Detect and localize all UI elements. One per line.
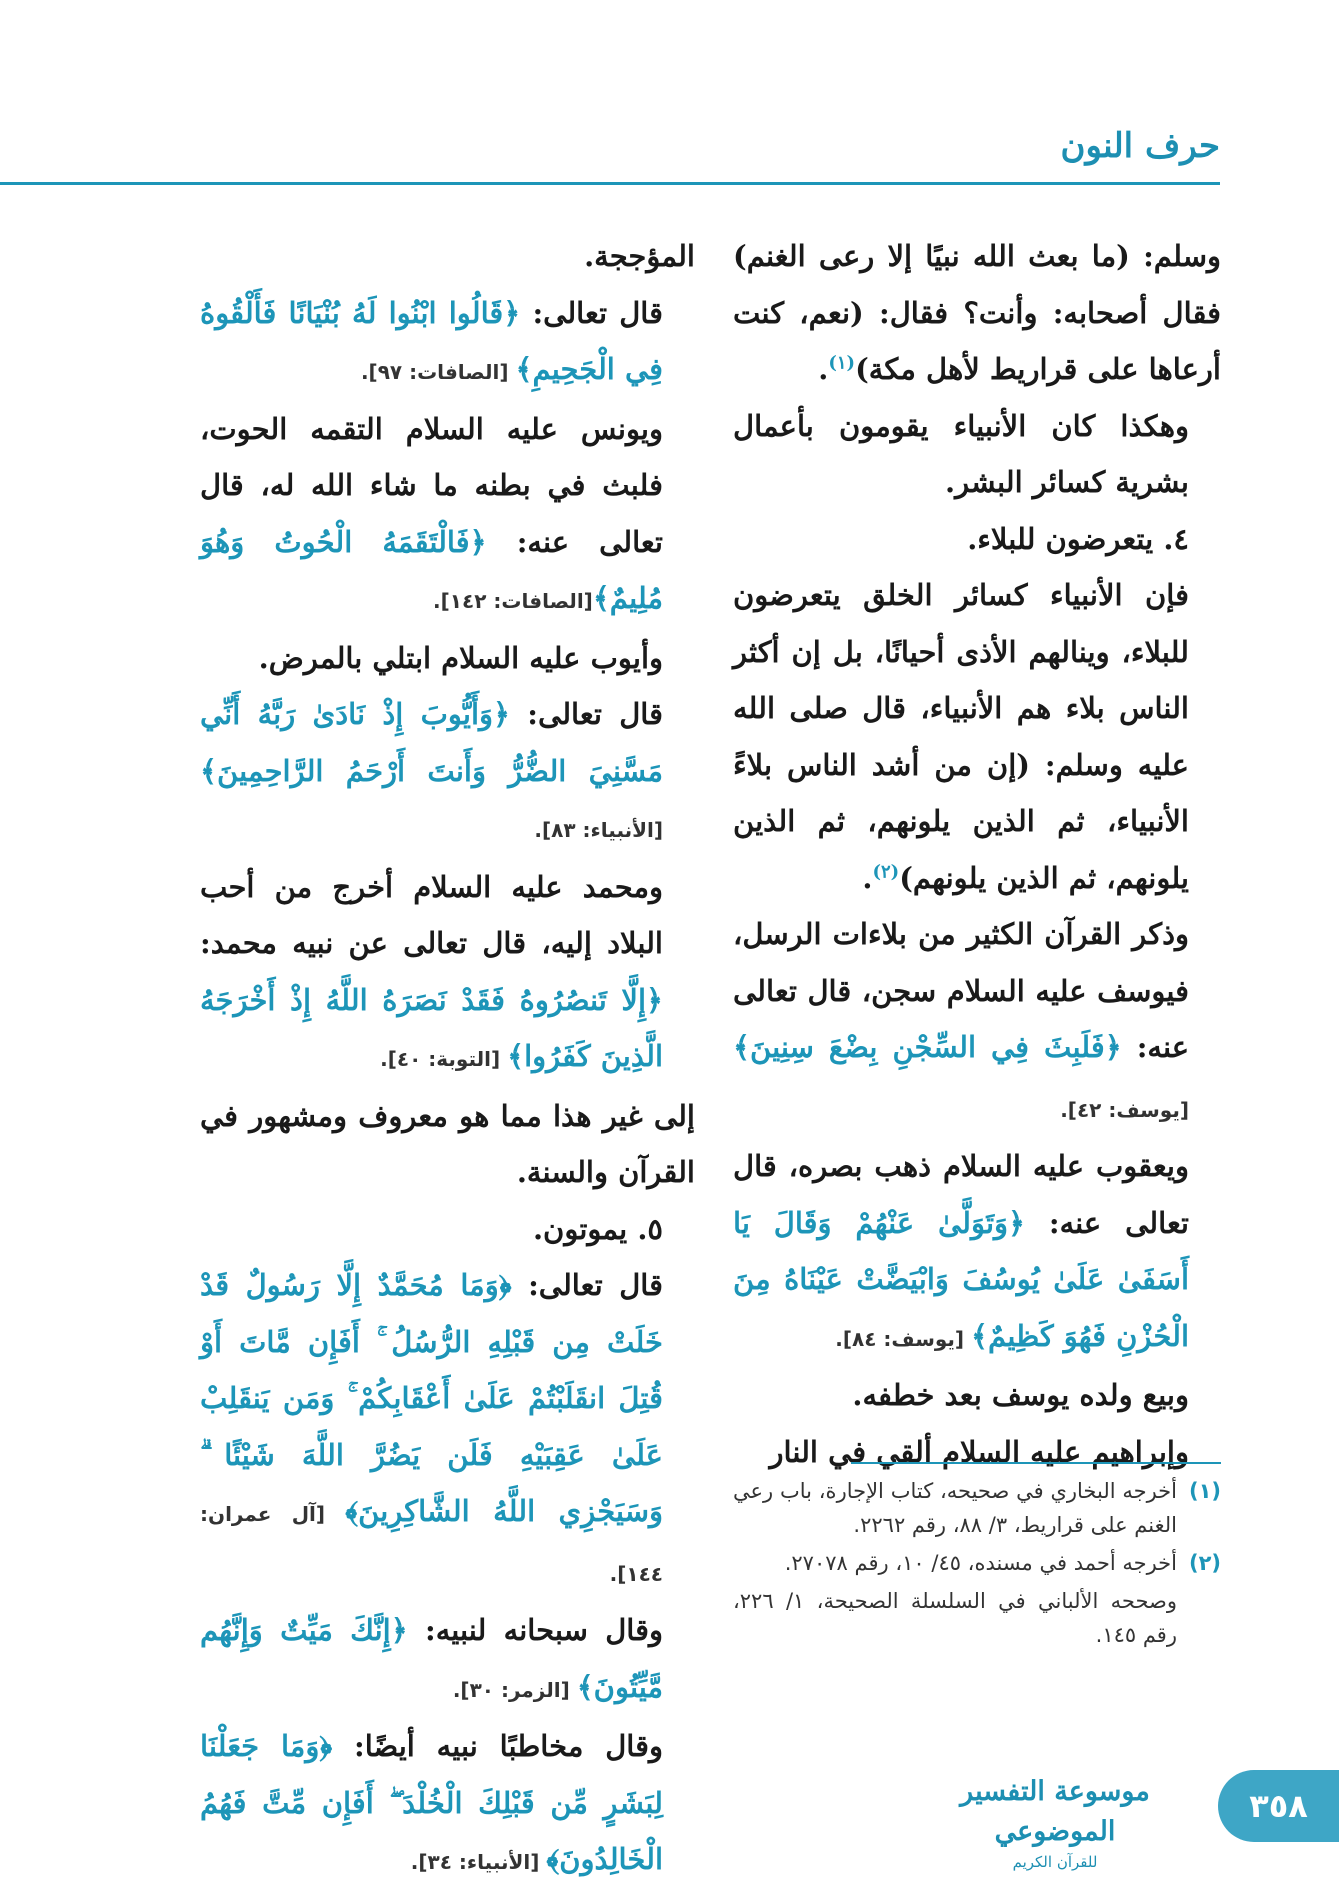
footnote-marker-2[interactable]: (٢): [872, 860, 900, 882]
paragraph-ibrahim: وإبراهيم عليه السلام ألقي في النار: [769, 1434, 1189, 1469]
paragraph-ibrahim-verse: [200, 285, 695, 401]
paragraph-yaqub: [733, 1138, 1221, 1367]
paragraph-tail: .: [862, 860, 873, 895]
paragraph-text: قال تعالى:: [510, 697, 663, 731]
left-column: [200, 228, 695, 1891]
quran-verse: ﴿وَأَيُّوبَ إِذْ نَادَىٰ رَبَّهُ أَنِّي مَسَّنِيَ الضُّرُّ وَأَنتَ أَرْحَمُ الرَّاحِمِينَ﴾: [200, 697, 663, 788]
quran-verse: ﴿إِنَّكَ مَيِّتٌ وَإِنَّهُم مَّيِّتُونَ﴾: [200, 1613, 663, 1704]
verse-reference: [يوسف: ٨٤].: [835, 1326, 972, 1351]
quran-verse: ﴿قَالُوا ابْنُوا لَهُ بُنْيَانًا فَأَلْقُوهُ فِي الْجَحِيمِ﴾: [200, 295, 663, 386]
hadith-text: (إن من أشد الناس بلاءً الأنبياء، ثم الذين يلونهم، ثم الذين يلونهم، ثم الذين يلونهم): [733, 747, 1189, 895]
quran-verse: ﴿فَالْتَقَمَهُ الْحُوتُ وَهُوَ مُلِيمٌ﴾: [200, 524, 663, 615]
page-number-tab: ٣٥٨: [1218, 1770, 1339, 1842]
paragraph-lead: وسلم:: [1129, 239, 1221, 273]
book-logo: [920, 1772, 1190, 1871]
footnote-divider: [851, 1462, 1221, 1464]
footnote-number: (١): [1188, 1479, 1221, 1503]
footnotes: [733, 1474, 1221, 1652]
section-heading-5: ٥. يموتون.: [532, 1211, 663, 1246]
paragraph-text: قال تعالى:: [511, 1268, 663, 1302]
verse-reference: [الأنبياء: ٨٣].: [534, 818, 663, 842]
paragraph-yusuf-prison: [733, 906, 1221, 1138]
footnote-marker-1[interactable]: (١): [828, 352, 856, 374]
paragraph-tail: .: [818, 352, 829, 386]
quran-verse: ﴿وَمَا مُحَمَّدٌ إِلَّا رَسُولٌ قَدْ خَلَتْ مِن قَبْلِهِ الرُّسُلُ ۚ أَفَإِن مَّاتَ أَوْ قُتِلَ انقَلَبْتُمْ عَلَىٰ أَعْقَابِكُمْ ۚ وَمَن يَنقَلِبْ عَلَىٰ عَقِبَيْهِ فَلَن يَضُرَّ اللَّهَ شَيْئًا ۗ وَسَيَجْزِي اللَّهُ الشَّاكِرِينَ﴾: [200, 1268, 663, 1528]
footnote-2-extra: وصححه الألباني في السلسلة الصحيحة، ١/ ٢٢٦، رقم ١٤٥.: [733, 1589, 1177, 1647]
verse-reference: [الصافات: ١٤٢].: [433, 589, 593, 613]
logo-title: موسوعة التفسير الموضوعي: [960, 1776, 1150, 1847]
chapter-title: حرف النون: [1060, 126, 1220, 166]
paragraph-continuation: المؤججة.: [584, 239, 695, 273]
paragraph-text: فإن الأنبياء كسائر الخلق يتعرضون للبلاء، وينالهم الأذى أحيانًا، بل إن أكثر الناس بلاء هم الأنبياء، قال صلى الله عليه وسلم:: [733, 578, 1189, 782]
page-header: [0, 120, 1220, 185]
paragraph-anbiya: [200, 1718, 695, 1891]
paragraph-trials: [733, 567, 1221, 906]
quran-verse: ﴿فَلَبِثَ فِي السِّجْنِ بِضْعَ سِنِينَ﴾: [733, 1030, 1122, 1064]
verse-reference: [الصافات: ٩٧].: [360, 360, 516, 384]
paragraph-text: وقال سبحانه لنبيه:: [407, 1613, 663, 1647]
paragraph-text: قال تعالى:: [520, 295, 663, 330]
paragraph-text: ومحمد عليه السلام أخرج من أحب البلاد إليه، قال تعالى عن نبيه محمد:: [200, 869, 663, 960]
quran-verse: ﴿وَمَا جَعَلْنَا لِبَشَرٍ مِّن قَبْلِكَ الْخُلْدَ ۖ أَفَإِن مِّتَّ فَهُمُ الْخَالِدُونَ﴾: [200, 1729, 663, 1876]
right-column: [733, 228, 1221, 1480]
footnote-text: أخرجه أحمد في مسنده، ٤٥/ ١٠، رقم ٢٧٠٧٨.: [784, 1551, 1177, 1575]
verse-reference: [الزمر: ٣٠].: [452, 1677, 577, 1702]
paragraph-yusuf-sold: وبيع ولده يوسف بعد خطفه.: [852, 1378, 1189, 1412]
verse-reference: [التوبة: ٤٠].: [380, 1047, 508, 1071]
verse-reference: [يوسف: ٤٢].: [1060, 1097, 1189, 1122]
paragraph-text: ويعقوب عليه السلام ذهب بصره، قال تعالى عنه:: [733, 1149, 1190, 1240]
logo-subtitle: للقرآن الكريم: [1012, 1853, 1098, 1871]
footnote-text: أخرجه البخاري في صحيحه، كتاب الإجارة، باب رعي الغنم على قراريط، ٣/ ٨٨، رقم ٢٢٦٢.: [733, 1479, 1177, 1537]
paragraph-summary: إلى غير هذا مما هو معروف ومشهور في القرآن والسنة.: [200, 1098, 695, 1189]
paragraph-text: ويونس عليه السلام التقمه الحوت، فلبث في بطنه ما شاء الله له، قال تعالى عنه:: [200, 411, 663, 559]
paragraph-yunus: [200, 401, 695, 630]
paragraph-muhammad: [200, 859, 695, 1088]
footnote-1: [733, 1474, 1221, 1542]
paragraph-ayyub: وأيوب عليه السلام ابتلي بالمرض.: [258, 640, 663, 675]
paragraph-ayyub-verse: [200, 686, 695, 859]
paragraph-death-verse: [200, 1257, 695, 1602]
hadith-paragraph-1: [733, 228, 1221, 398]
quran-verse: ﴿وَتَوَلَّىٰ عَنْهُمْ وَقَالَ يَا أَسَفَىٰ عَلَىٰ يُوسُفَ وَابْيَضَّتْ عَيْنَاهُ مِنَ الْحُزْنِ فَهُوَ كَظِيمٌ﴾: [733, 1205, 1189, 1353]
verse-reference: [الأنبياء: ٣٤].: [410, 1850, 547, 1874]
footnote-number: (٢): [1188, 1551, 1221, 1575]
paragraph-text: وذكر القرآن الكثير من بلاءات الرسل، فيوسف عليه السلام سجن، قال تعالى عنه:: [733, 917, 1190, 1064]
paragraph-prophets-work: وهكذا كان الأنبياء يقومون بأعمال بشرية كسائر البشر.: [733, 408, 1189, 499]
quran-verse: ﴿إِلَّا تَنصُرُوهُ فَقَدْ نَصَرَهُ اللَّهُ إِذْ أَخْرَجَهُ الَّذِينَ كَفَرُوا﴾: [200, 982, 663, 1073]
hadith-text: (ما بعث الله نبيًا إلا رعى الغنم) فقال أصحابه: وأنت؟ فقال: (نعم، كنت أرعاها على قراريط لأهل مكة): [733, 239, 1221, 386]
paragraph-text: وقال مخاطبًا نبيه أيضًا:: [332, 1729, 664, 1763]
section-heading-4: ٤. يتعرضون للبلاء.: [967, 521, 1189, 556]
verse-reference: [آل عمران: ١٤٤].: [200, 1502, 663, 1586]
footnote-2: [733, 1546, 1221, 1580]
paragraph-zumar: [200, 1602, 695, 1718]
